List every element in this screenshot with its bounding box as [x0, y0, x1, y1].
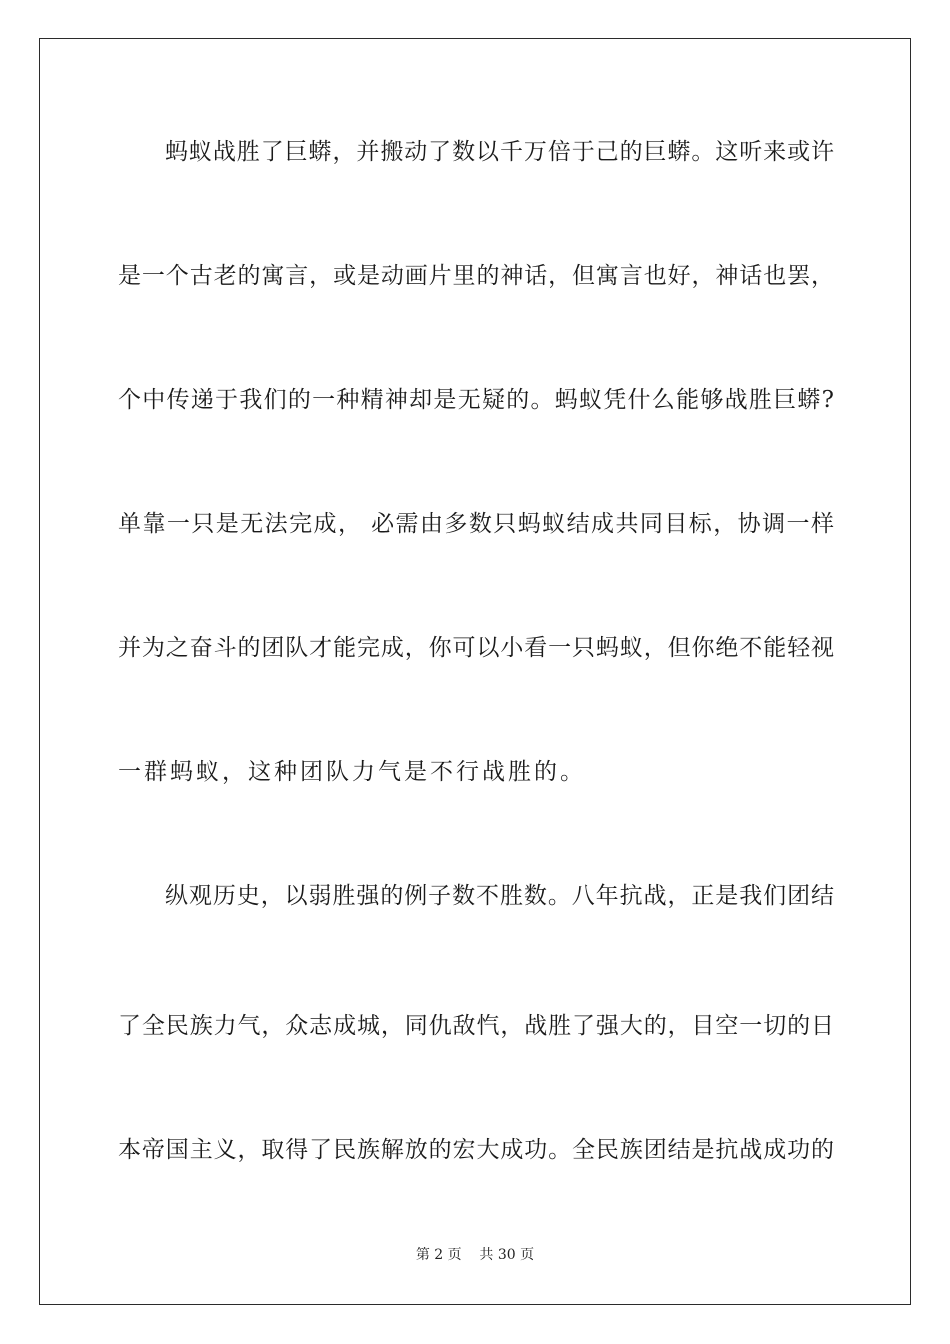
paragraph-1-line-2: 是一个古老的寓言，或是动画片里的神话，但寓言也好，神话也罢，: [118, 263, 834, 289]
page-number-footer: 第 2 页 共 30 页: [415, 1247, 535, 1263]
paragraph-2-line-2: 了全民族力气，众志成城，同仇敌忾，战胜了强大的，目空一切的日: [118, 1013, 834, 1039]
paragraph-2-line-1: 纵观历史，以弱胜强的例子数不胜数。八年抗战，正是我们团结: [165, 883, 834, 909]
paragraph-2-line-3: 本帝国主义，取得了民族解放的宏大成功。全民族团结是抗战成功的: [118, 1137, 834, 1163]
paragraph-1-line-1: 蚂蚁战胜了巨蟒，并搬动了数以千万倍于己的巨蟒。这听来或许: [165, 139, 834, 165]
paragraph-1-line-4: 单靠一只是无法完成， 必需由多数只蚂蚁结成共同目标，协调一样: [118, 511, 834, 537]
paragraph-1-line-5: 并为之奋斗的团队才能完成，你可以小看一只蚂蚁，但你绝不能轻视: [118, 635, 834, 661]
paragraph-1-line-6: 一群蚂蚁，这种团队力气是不行战胜的。: [118, 759, 586, 785]
page-border: [39, 38, 911, 1305]
paragraph-1-line-3: 个中传递于我们的一种精神却是无疑的。蚂蚁凭什么能够战胜巨蟒?: [118, 387, 834, 413]
